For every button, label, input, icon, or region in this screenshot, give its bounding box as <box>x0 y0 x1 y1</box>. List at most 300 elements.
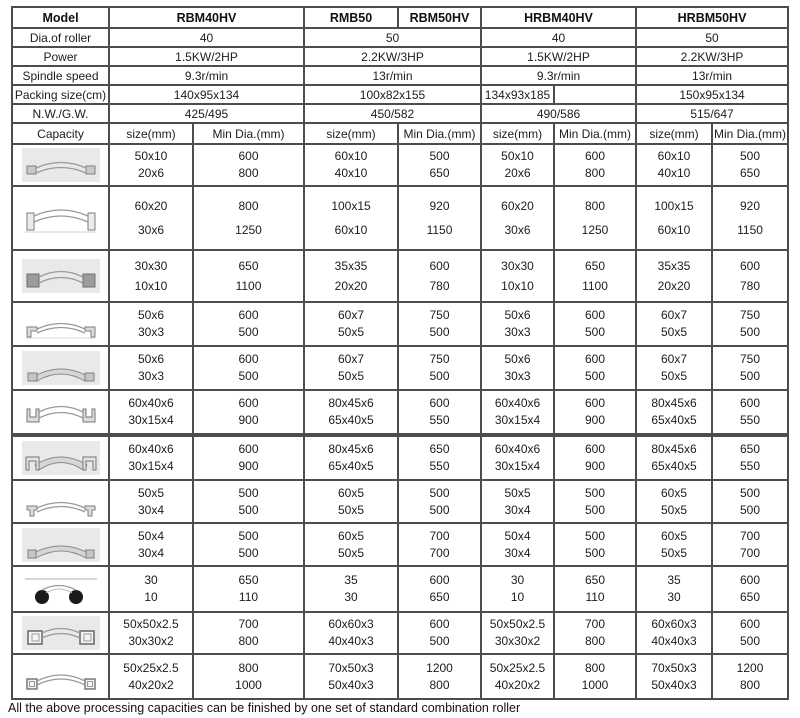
capacity-value: 500 <box>429 502 450 517</box>
capacity-value: 20x6 <box>504 166 531 180</box>
capacity-value: 20x6 <box>137 166 165 180</box>
size-value-cell <box>636 523 712 566</box>
capacity-value: 800 <box>429 677 450 692</box>
size-value-cell <box>304 654 398 699</box>
capacity-value: 60x40x6 <box>128 442 174 456</box>
model-name-hrbm50hv: HRBM50HV <box>636 7 788 28</box>
capacity-value: 1150 <box>426 223 453 237</box>
capacity-value: 750 <box>740 308 761 322</box>
capacity-value: 500 <box>740 634 761 648</box>
capacity-value: 500 <box>429 485 450 500</box>
weight-value: 515/647 <box>636 104 788 123</box>
power-row <box>12 47 788 66</box>
capacity-value: 10 <box>510 590 525 604</box>
capacity-value: 750 <box>740 352 761 366</box>
capacity-value: 30x30x2 <box>128 634 174 648</box>
capacity-value: 500 <box>429 325 450 339</box>
capacity-value: 30x3 <box>504 325 531 339</box>
capacity-value: 50x5 <box>137 485 165 500</box>
capacity-value: 60x5 <box>661 528 688 543</box>
capacity-value: 1250 <box>235 223 262 237</box>
profile-icon-cell <box>12 523 109 566</box>
capacity-value: 600 <box>238 352 259 366</box>
size-value-cell <box>636 612 712 654</box>
capacity-value: 500 <box>429 369 450 383</box>
capacity-row <box>12 302 788 346</box>
min-dia-col-header: Min Dia.(mm) <box>554 123 636 144</box>
packing-size-empty-cell <box>554 85 636 104</box>
size-value-cell <box>109 186 193 250</box>
capacity-value: 60x40x6 <box>494 396 541 410</box>
model-name-rmb50: RMB50 <box>304 7 398 28</box>
capacity-value: 80x45x6 <box>328 442 374 456</box>
capacity-value: 30x4 <box>137 545 165 560</box>
min-dia-value-cell <box>398 144 481 186</box>
min-dia-value-cell <box>554 612 636 654</box>
capacity-value: 500 <box>740 325 761 339</box>
capacity-value: 10x10 <box>501 279 534 293</box>
capacity-value: 10x10 <box>134 279 168 293</box>
min-dia-value-cell <box>712 435 788 480</box>
profile-icon-cell <box>12 346 109 390</box>
min-dia-value-cell <box>193 186 304 250</box>
model-name-rbm50hv: RBM50HV <box>398 7 481 28</box>
profile-icon-cell <box>12 480 109 523</box>
capacity-value: 500 <box>740 149 761 163</box>
capacity-value: 600 <box>429 617 450 631</box>
min-dia-value-cell <box>554 435 636 480</box>
capacity-value: 600 <box>238 442 259 456</box>
capacity-value: 600 <box>740 617 761 631</box>
capacity-value: 700 <box>429 545 450 560</box>
min-dia-value-cell <box>554 480 636 523</box>
capacity-value: 50x4 <box>504 528 531 543</box>
capacity-value: 40x10 <box>657 166 691 180</box>
capacity-value: 600 <box>740 573 761 587</box>
capacity-value: 40x20x2 <box>128 677 174 692</box>
capacity-value: 50x25x2.5 <box>489 660 546 675</box>
capacity-value: 700 <box>429 528 450 543</box>
spindle-speed-value: 9.3r/min <box>109 66 304 85</box>
capacity-value: 30x30 <box>134 259 168 273</box>
spindle-speed-value: 13r/min <box>304 66 481 85</box>
profile-icon-cell <box>12 390 109 435</box>
min-dia-value-cell <box>554 250 636 302</box>
size-value-cell <box>304 186 398 250</box>
min-dia-value-cell <box>398 346 481 390</box>
min-dia-value-cell <box>712 346 788 390</box>
min-dia-value-cell <box>712 250 788 302</box>
min-dia-value-cell <box>193 612 304 654</box>
capacity-value: 30x15x4 <box>494 459 541 473</box>
min-dia-value-cell <box>554 566 636 612</box>
capacity-value: 500 <box>238 545 259 560</box>
size-value-cell <box>636 566 712 612</box>
profile-icon-cell <box>12 144 109 186</box>
capacity-value: 650 <box>429 590 450 604</box>
capacity-value: 80x45x6 <box>651 396 697 410</box>
min-dia-value-cell <box>193 523 304 566</box>
capacity-row <box>12 144 788 186</box>
capacity-value: 35 <box>667 573 681 587</box>
capacity-row <box>12 612 788 654</box>
size-value-cell <box>109 654 193 699</box>
capacity-value: 50x5 <box>661 502 688 517</box>
min-dia-value-cell <box>554 302 636 346</box>
capacity-value: 500 <box>584 528 606 543</box>
t-bar-leg-out-icon <box>22 485 100 519</box>
capacity-row <box>12 523 788 566</box>
capacity-row <box>12 346 788 390</box>
size-value-cell <box>304 523 398 566</box>
capacity-value: 700 <box>238 617 259 631</box>
packing-size-value: 150x95x134 <box>636 85 788 104</box>
size-col-header: size(mm) <box>109 123 193 144</box>
min-dia-value-cell <box>398 186 481 250</box>
capacity-value: 60x5 <box>337 485 365 500</box>
min-dia-value-cell <box>554 186 636 250</box>
model-row <box>12 7 788 28</box>
capacity-value: 50x5 <box>661 369 688 383</box>
size-col-header: size(mm) <box>304 123 398 144</box>
capacity-value: 500 <box>584 325 606 339</box>
size-value-cell <box>636 302 712 346</box>
weight-value: 490/586 <box>481 104 636 123</box>
min-dia-value-cell <box>398 435 481 480</box>
roller-diameter-value: 50 <box>636 28 788 47</box>
flat-bar-hard-way-icon <box>22 201 100 235</box>
min-dia-value-cell <box>554 346 636 390</box>
capacity-value: 1200 <box>426 660 453 675</box>
min-dia-value-cell <box>193 654 304 699</box>
min-dia-value-cell <box>712 186 788 250</box>
profile-icon-cell <box>12 186 109 250</box>
capacity-value: 50x6 <box>137 308 165 322</box>
capacity-value: 40x40x3 <box>328 634 374 648</box>
size-value-cell <box>304 390 398 435</box>
capacity-value: 600 <box>584 396 606 410</box>
capacity-value: 500 <box>429 149 450 163</box>
capacity-value: 50x25x2.5 <box>123 660 179 675</box>
size-value-cell <box>304 302 398 346</box>
spindle-speed-value: 13r/min <box>636 66 788 85</box>
capacity-row <box>12 186 788 250</box>
capacity-value: 650 <box>740 590 761 604</box>
size-value-cell <box>304 250 398 302</box>
profile-icon-cell <box>12 250 109 302</box>
size-value-cell <box>304 144 398 186</box>
size-value-cell <box>109 566 193 612</box>
capacity-row <box>12 480 788 523</box>
capacity-value: 800 <box>238 199 259 213</box>
capacity-value: 600 <box>740 259 761 273</box>
capacity-value: 60x7 <box>661 352 688 366</box>
capacity-value: 30 <box>667 590 681 604</box>
capacity-value: 35x35 <box>334 259 368 273</box>
profile-icon-cell <box>12 302 109 346</box>
capacity-value: 550 <box>429 413 450 427</box>
size-col-header: size(mm) <box>636 123 712 144</box>
power-value: 2.2KW/3HP <box>304 47 481 66</box>
min-dia-value-cell <box>398 654 481 699</box>
weight-label: N.W./G.W. <box>12 104 109 123</box>
angle-leg-in-icon <box>22 351 100 385</box>
capacity-value: 60x40x6 <box>494 442 541 456</box>
capacity-value: 30 <box>144 573 158 587</box>
min-dia-value-cell <box>193 302 304 346</box>
rectangular-tube-icon <box>22 660 100 694</box>
capacity-value: 60x40x6 <box>128 396 174 410</box>
size-value-cell <box>636 654 712 699</box>
min-dia-value-cell <box>554 654 636 699</box>
size-value-cell <box>304 346 398 390</box>
t-bar-leg-in-icon <box>22 528 100 562</box>
weight-value: 450/582 <box>304 104 481 123</box>
size-value-cell <box>636 390 712 435</box>
capacity-value: 650 <box>238 573 259 587</box>
size-value-cell <box>109 346 193 390</box>
capacity-value: 1100 <box>582 279 608 293</box>
capacity-value: 600 <box>429 396 450 410</box>
capacity-value: 80x45x6 <box>328 396 374 410</box>
capacity-value: 600 <box>238 396 259 410</box>
min-dia-value-cell <box>712 480 788 523</box>
capacity-value: 800 <box>238 166 259 180</box>
capacity-value: 550 <box>429 459 450 473</box>
capacity-value: 50x6 <box>504 352 531 366</box>
capacity-value: 100x15 <box>654 199 694 213</box>
capacity-value: 60x20 <box>501 199 534 213</box>
size-value-cell <box>481 523 554 566</box>
capacity-value: 60x10 <box>334 149 368 163</box>
min-dia-value-cell <box>193 144 304 186</box>
model-row-label: Model <box>12 7 109 28</box>
capacity-value: 780 <box>429 279 450 293</box>
capacity-value: 550 <box>740 413 761 427</box>
spindle-speed-label: Spindle speed <box>12 66 109 85</box>
size-value-cell <box>109 612 193 654</box>
capacity-value: 750 <box>429 352 450 366</box>
capacity-value: 30x4 <box>137 502 165 517</box>
capacity-header-row <box>12 123 788 144</box>
capacity-value: 500 <box>238 325 259 339</box>
roller-diameter-value: 40 <box>109 28 304 47</box>
capacity-value: 1200 <box>736 660 764 675</box>
capacity-value: 800 <box>740 677 761 692</box>
capacity-value: 650 <box>584 259 606 273</box>
roller-diameter-value: 40 <box>481 28 636 47</box>
min-dia-value-cell <box>712 302 788 346</box>
square-bar-icon <box>22 259 100 293</box>
capacity-value: 50x4 <box>137 528 165 543</box>
capacity-value: 30x6 <box>504 223 531 237</box>
min-dia-value-cell <box>712 523 788 566</box>
capacity-value: 50x5 <box>661 325 688 339</box>
capacity-value: 30x30x2 <box>494 634 541 648</box>
model-name-rbm40hv: RBM40HV <box>109 7 304 28</box>
size-value-cell <box>481 186 554 250</box>
capacity-value: 920 <box>429 199 450 213</box>
power-value: 2.2KW/3HP <box>636 47 788 66</box>
capacity-value: 30x3 <box>504 369 531 383</box>
capacity-value: 50x5 <box>337 325 365 339</box>
capacity-value: 100x15 <box>331 199 371 213</box>
capacity-value: 50x5 <box>337 502 365 517</box>
size-col-header: size(mm) <box>481 123 554 144</box>
min-dia-value-cell <box>398 480 481 523</box>
capacity-value: 30x15x4 <box>128 413 174 427</box>
capacity-value: 50x40x3 <box>651 677 697 692</box>
capacity-value: 600 <box>584 352 606 366</box>
capacity-value: 30x15x4 <box>128 459 174 473</box>
capacity-value: 50x5 <box>504 485 531 500</box>
capacity-value: 600 <box>238 308 259 322</box>
capacity-value: 40x20x2 <box>494 677 541 692</box>
capacity-value: 40x40x3 <box>651 634 697 648</box>
capacity-value: 500 <box>238 502 259 517</box>
capacity-value: 50x10 <box>134 149 168 163</box>
capacity-value: 50x5 <box>661 545 688 560</box>
size-value-cell <box>481 654 554 699</box>
capacity-value: 900 <box>238 413 259 427</box>
min-dia-value-cell <box>193 250 304 302</box>
capacity-value: 650 <box>584 573 606 587</box>
capacity-value: 30x3 <box>137 369 165 383</box>
capacity-value: 900 <box>584 413 606 427</box>
capacity-value: 1000 <box>235 677 262 692</box>
size-value-cell <box>636 144 712 186</box>
size-value-cell <box>481 566 554 612</box>
footnote: All the above processing capacities can be finished by one set of standard combination roller <box>8 701 521 715</box>
capacity-value: 50x10 <box>501 149 534 163</box>
capacity-value: 600 <box>584 149 606 163</box>
capacity-value: 35x35 <box>657 259 691 273</box>
min-dia-value-cell <box>712 612 788 654</box>
capacity-value: 50x50x2.5 <box>489 617 546 631</box>
size-value-cell <box>481 250 554 302</box>
capacity-value: 65x40x5 <box>651 413 697 427</box>
capacity-row <box>12 435 788 480</box>
capacity-value: 60x10 <box>334 223 368 237</box>
size-value-cell <box>109 435 193 480</box>
roller-diameter-row <box>12 28 788 47</box>
min-dia-value-cell <box>712 390 788 435</box>
capacity-value: 600 <box>429 573 450 587</box>
capacity-value: 500 <box>740 502 761 517</box>
capacity-value: 550 <box>740 459 761 473</box>
capacity-value: 80x45x6 <box>651 442 697 456</box>
capacity-value: 70x50x3 <box>651 660 697 675</box>
capacity-value: 650 <box>429 442 450 456</box>
capacity-value: 650 <box>238 259 259 273</box>
size-value-cell <box>109 250 193 302</box>
min-dia-col-header: Min Dia.(mm) <box>712 123 788 144</box>
capacity-value: 65x40x5 <box>651 459 697 473</box>
capacity-value: 700 <box>740 545 761 560</box>
capacity-value: 20x20 <box>334 279 368 293</box>
spindle-speed-value: 9.3r/min <box>481 66 636 85</box>
profile-icon-cell <box>12 654 109 699</box>
capacity-value: 30 <box>510 573 525 587</box>
capacity-value: 50x5 <box>337 545 365 560</box>
min-dia-value-cell <box>712 144 788 186</box>
profile-icon-cell <box>12 566 109 612</box>
capacity-label: Capacity <box>12 123 109 144</box>
capacity-value: 780 <box>740 279 761 293</box>
roller-diameter-value: 50 <box>304 28 481 47</box>
capacity-value: 800 <box>584 199 606 213</box>
capacity-value: 30x3 <box>137 325 165 339</box>
size-value-cell <box>109 144 193 186</box>
size-value-cell <box>481 144 554 186</box>
min-dia-value-cell <box>193 435 304 480</box>
capacity-value: 60x20 <box>134 199 168 213</box>
packing-size-value: 100x82x155 <box>304 85 481 104</box>
min-dia-value-cell <box>398 390 481 435</box>
round-bar-icon <box>22 572 100 606</box>
size-value-cell <box>481 435 554 480</box>
capacity-value: 500 <box>584 369 606 383</box>
min-dia-value-cell <box>193 566 304 612</box>
profile-icon-cell <box>12 612 109 654</box>
capacity-value: 800 <box>584 166 606 180</box>
size-value-cell <box>109 302 193 346</box>
size-value-cell <box>109 390 193 435</box>
min-dia-value-cell <box>554 144 636 186</box>
size-value-cell <box>636 480 712 523</box>
packing-size-row <box>12 85 788 104</box>
square-tube-icon <box>22 616 100 650</box>
min-dia-value-cell <box>712 654 788 699</box>
capacity-row <box>12 654 788 699</box>
capacity-value: 60x7 <box>337 308 365 322</box>
capacity-value: 10 <box>144 590 158 604</box>
size-value-cell <box>481 346 554 390</box>
spindle-speed-row <box>12 66 788 85</box>
capacity-value: 500 <box>584 502 606 517</box>
model-name-hrbm40hv: HRBM40HV <box>481 7 636 28</box>
min-dia-col-header: Min Dia.(mm) <box>398 123 481 144</box>
capacity-value: 500 <box>740 485 761 500</box>
min-dia-value-cell <box>398 566 481 612</box>
capacity-value: 500 <box>584 485 606 500</box>
min-dia-value-cell <box>398 523 481 566</box>
size-value-cell <box>304 612 398 654</box>
capacity-row <box>12 390 788 435</box>
capacity-value: 600 <box>584 308 606 322</box>
capacity-spec-table <box>11 6 789 700</box>
min-dia-value-cell <box>398 612 481 654</box>
capacity-value: 65x40x5 <box>328 413 374 427</box>
power-value: 1.5KW/2HP <box>109 47 304 66</box>
capacity-value: 110 <box>238 590 259 604</box>
capacity-value: 40x10 <box>334 166 368 180</box>
capacity-value: 60x10 <box>657 149 691 163</box>
capacity-value: 500 <box>238 528 259 543</box>
capacity-value: 650 <box>740 166 761 180</box>
capacity-value: 800 <box>238 634 259 648</box>
min-dia-value-cell <box>193 346 304 390</box>
capacity-value: 500 <box>238 369 259 383</box>
capacity-value: 60x60x3 <box>651 617 697 631</box>
size-value-cell <box>481 390 554 435</box>
capacity-value: 30x30 <box>501 259 534 273</box>
capacity-value: 500 <box>740 369 761 383</box>
capacity-value: 70x50x3 <box>328 660 374 675</box>
size-value-cell <box>481 480 554 523</box>
capacity-value: 1000 <box>581 677 609 692</box>
capacity-value: 900 <box>584 459 606 473</box>
